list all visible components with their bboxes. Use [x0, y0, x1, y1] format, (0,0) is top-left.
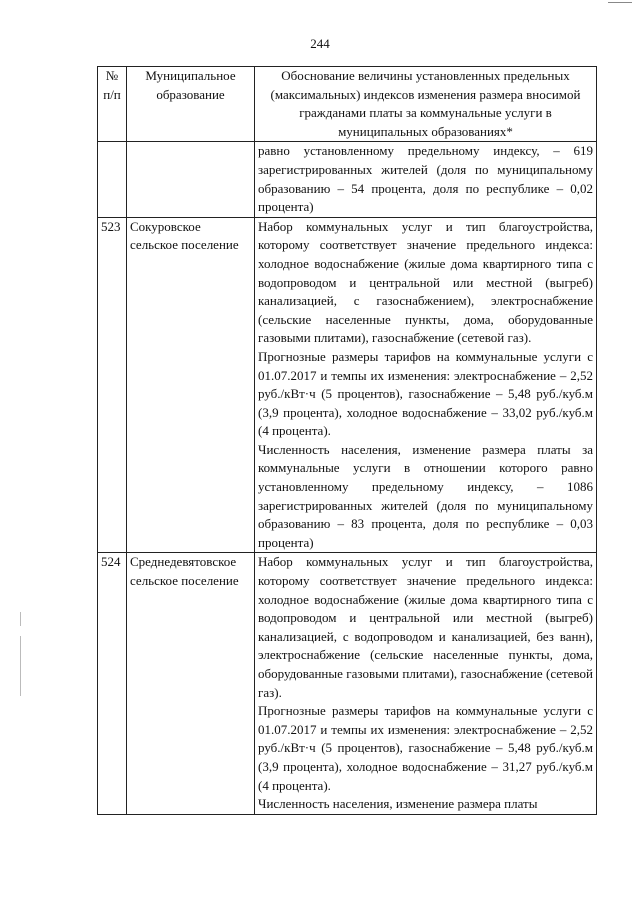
justification-paragraph: Численность населения, изменение размера платы	[258, 796, 538, 812]
row-justification	[255, 553, 597, 814]
justification-paragraph: Набор коммунальных услуг и тип благоустройства, которому соответствует значение предельного индекса: холодное водоснабжение (жилые дома квартирного типа с водопроводом и центральной или местной (выгреб) канализацией, с водопроводом и канализацией, без ванн), электроснабжение (сельские населенные пункты, дома, оборудованные газовыми плитами), газоснабжение (сетевой газ).	[258, 554, 593, 700]
justification-paragraph: Прогнозные размеры тарифов на коммунальные услуги с 01.07.2017 и темпы их изменения: электроснабжение – 2,52 руб./кВт·ч (5 процентов), газоснабжение – 5,48 руб./куб.м (3,9 процента), холодное водоснабжение – 33,02 руб./куб.м (4 процента).	[258, 348, 593, 439]
continuation-number-cell	[98, 142, 127, 217]
scan-margin-mark	[20, 612, 21, 626]
continuation-text: равно установленному предельному индексу, – 619 зарегистрированных жителей (доля по муниципальному образованию – 54 процента, доля по республике – 0,02 процента)	[255, 142, 597, 217]
continuation-municipality-cell	[127, 142, 255, 217]
justification-paragraph: Прогнозные размеры тарифов на коммунальные услуги с 01.07.2017 и темпы их изменения: электроснабжение – 2,52 руб./кВт·ч (5 процентов), газоснабжение – 5,48 руб./куб.м (3,9 процента), холодное водоснабжение – 31,27 руб./куб.м (4 процента).	[258, 703, 593, 793]
table-row	[98, 217, 597, 553]
row-justification	[255, 217, 597, 553]
header-justification: Обоснование величины установленных предельных (максимальных) индексов изменения размера вносимой гражданами платы за коммунальные услуги в муниципальных образованиях*	[255, 67, 597, 142]
justification-paragraph: Численность населения, изменение размера платы за коммунальные услуги в отношении которого равно установленному предельному индексу, – 1086 зарегистрированных жителей (доля по муниципальному образованию – 83 процента, доля по республике – 0,03 процента)	[258, 441, 593, 550]
table-row-continuation	[98, 142, 597, 217]
header-municipality: Муниципальное образование	[127, 67, 255, 142]
scan-margin-mark	[20, 636, 21, 696]
row-municipality: Среднедевятовское сельское поселение	[127, 553, 255, 814]
page-number: 244	[310, 36, 330, 51]
table-header-row	[98, 67, 597, 142]
row-number: 523	[98, 217, 127, 553]
tariff-table	[97, 66, 597, 815]
row-municipality: Сокуровское сельское поселение	[127, 217, 255, 553]
row-number: 524	[98, 553, 127, 814]
scan-corner-mark	[608, 2, 632, 3]
table-row	[98, 553, 597, 814]
header-number: № п/п	[98, 67, 127, 142]
justification-paragraph: Набор коммунальных услуг и тип благоустройства, которому соответствует значение предельного индекса: холодное водоснабжение (жилые дома квартирного типа с водопроводом и центральной или местной (выгреб) канализацией, с газоснабжением), электроснабжение (сельские населенные пункты, дома, оборудованные газовыми плитами), газоснабжение (сетевой газ).	[258, 218, 593, 346]
